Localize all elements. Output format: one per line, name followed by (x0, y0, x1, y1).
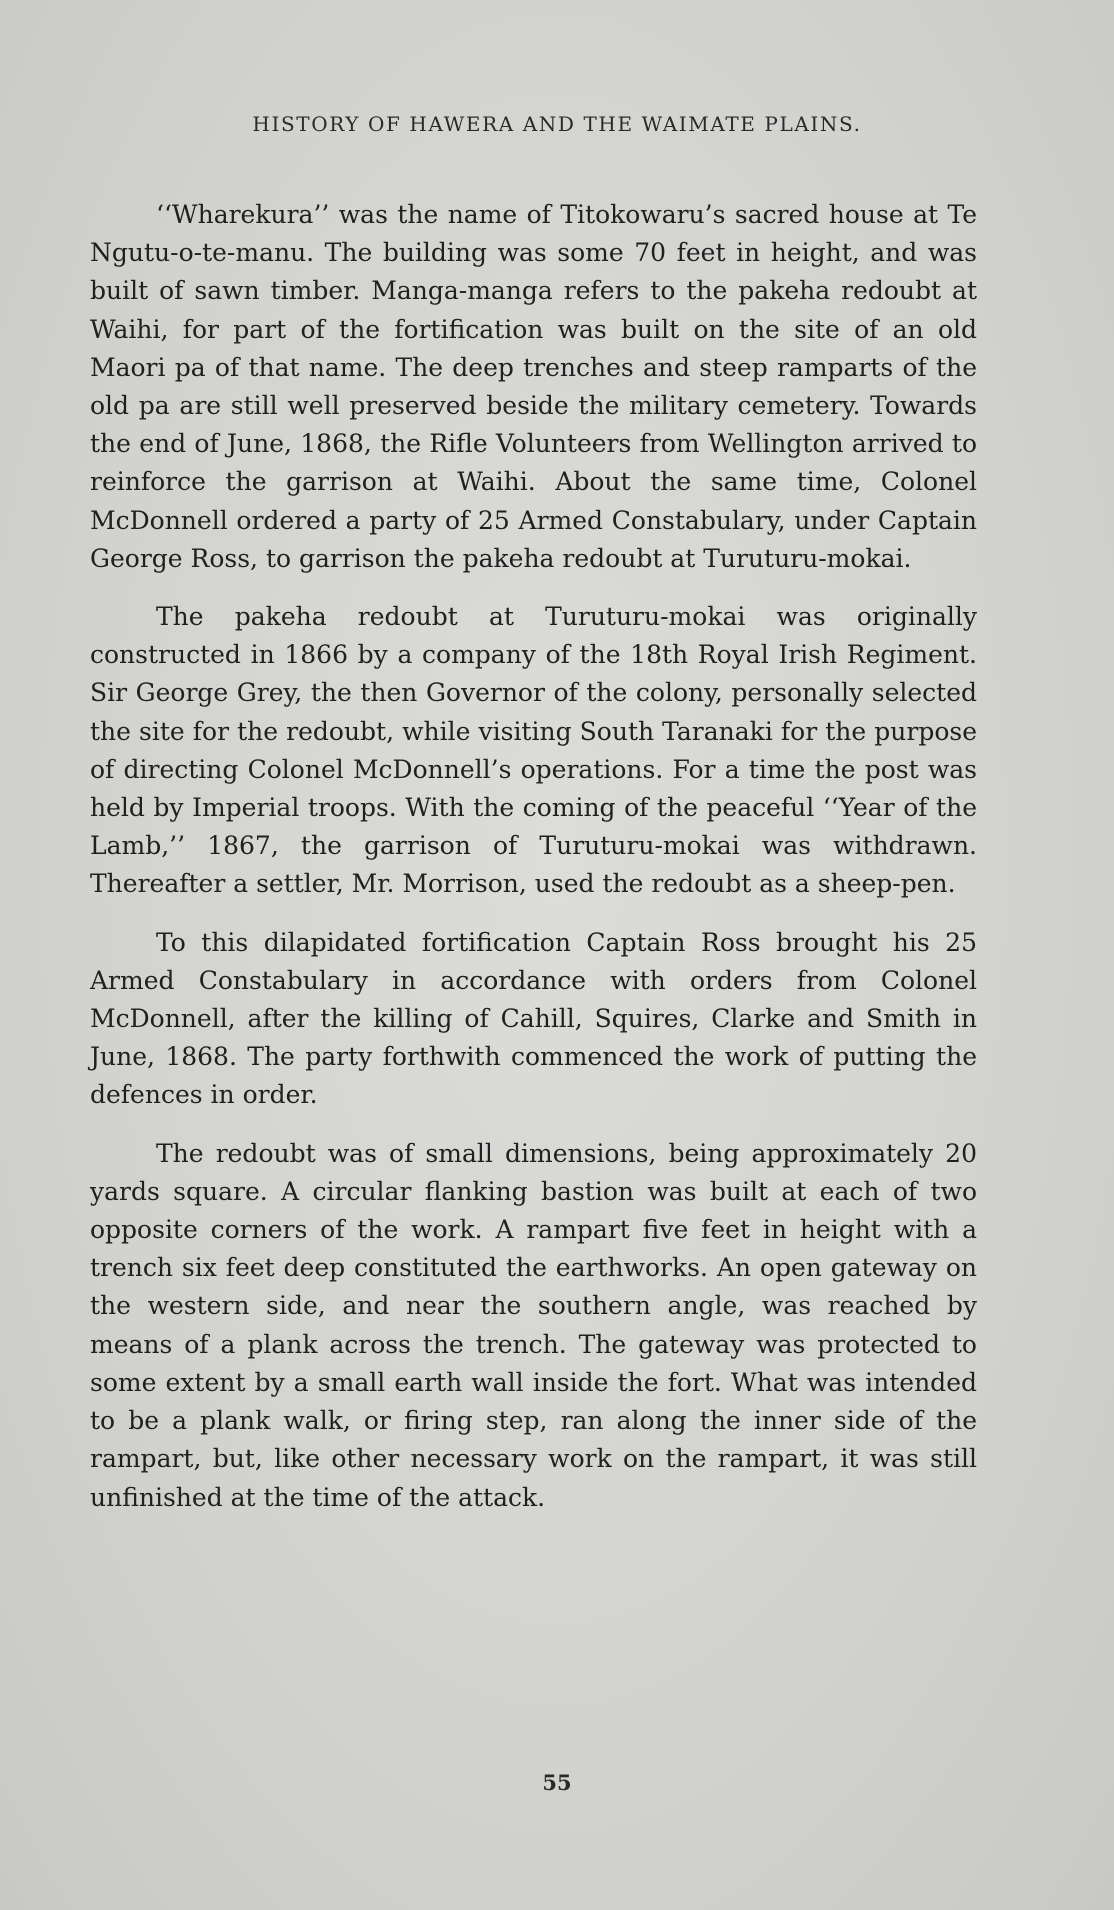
paragraph-wharekura: ‘‘Wharekura’’ was the name of Titokowaru’s sacred house at Te Ngutu-o-te-manu. The building was some 70 feet in height, and was built of sawn timber. Manga-manga refers to the pakeha redoubt at Waihi, for part of the fortification was built on the site of an old Maori pa of that name. The deep trenches and steep ramparts of the old pa are still well preserved beside the military cemetery. Towards the end of June, 1868, the Rifle Volunteers from Wellington arrived to reinforce the garrison at Waihi. About the same time, Colonel McDonnell ordered a party of 25 Armed Constabulary, under Captain George Ross, to garrison the pakeha redoubt at Turuturu-mokai. (90, 200, 977, 573)
running-head: HISTORY OF HAWERA AND THE WAIMATE PLAINS. (252, 112, 862, 136)
paragraph-redoubt-dimensions: The redoubt was of small dimensions, being approximately 20 yards square. A circular flanking bastion was built at each of two opposite corners of the work. A rampart five feet in height with a trench six feet deep constituted the earthworks. An open gateway on the western side, and near the southern angle, was reached by means of a plank across the trench. The gateway was protected to some extent by a small earth wall inside the fort. What was intended to be a plank walk, or firing step, ran along the inner side of the rampart, but, like other necessary work on the rampart, it was still unfinished at the time of the attack. (90, 1138, 977, 1512)
paragraph-redoubt-history: The pakeha redoubt at Turuturu-mokai was originally constructed in 1866 by a company of the 18th Royal Irish Regiment. Sir George Grey, the then Governor of the colony, personally selected the site for the redoubt, while visiting South Taranaki for the purpose of directing Colonel McDonnell’s operations. For a time the post was held by Imperial troops. With the coming of the peaceful ‘‘Year of the Lamb,’’ 1867, the garrison of Turuturu-mokai was withdrawn. Thereafter a settler, Mr. Morrison, used the redoubt as a sheep-pen. (90, 602, 977, 899)
body-text (90, 196, 977, 1517)
paragraph-captain-ross: To this dilapidated fortification Captain Ross brought his 25 Armed Constabulary in accordance with orders from Colonel McDonnell, after the killing of Cahill, Squires, Clarke and Smith in June, 1868. The party forthwith commenced the work of putting the defences in order. (90, 927, 977, 1110)
page-number: 55 (542, 1770, 572, 1795)
